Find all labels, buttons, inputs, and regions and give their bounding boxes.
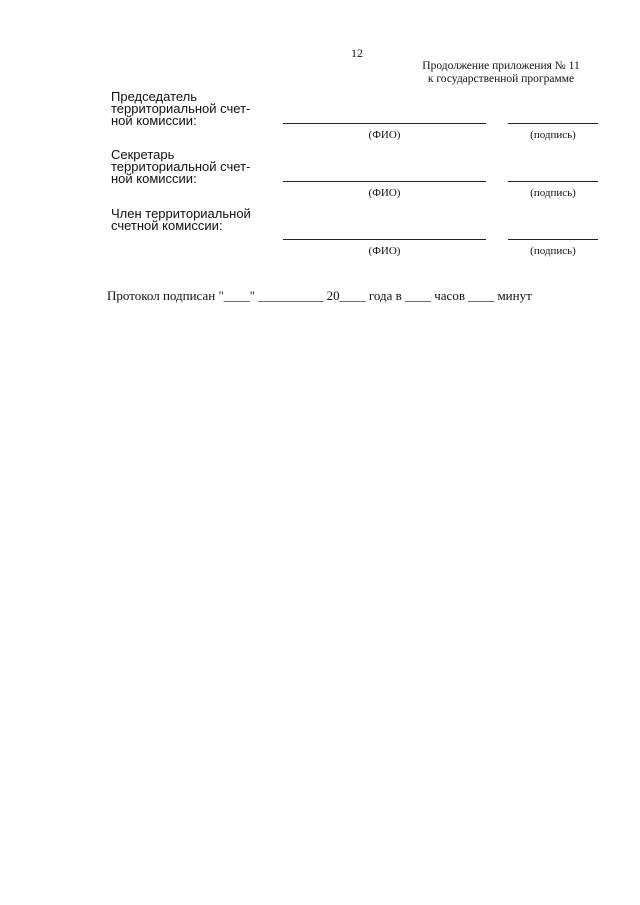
signature-block-chairman (111, 91, 611, 151)
role-label (111, 91, 271, 127)
role-label (111, 208, 271, 232)
role-label-line: территориальной счет- (111, 159, 251, 174)
appendix-note-line-2: к государственной программе (427, 73, 575, 85)
signature-line[interactable] (508, 239, 598, 240)
appendix-note-line-1: Продолжение приложения № 11 (422, 60, 580, 72)
signature-caption: (подпись) (530, 187, 576, 199)
role-label-line: Член территориальной (111, 206, 251, 221)
role-label-line: ной комиссии: (111, 171, 197, 186)
signature-line[interactable] (508, 123, 598, 124)
fio-caption: (ФИО) (368, 187, 401, 199)
signature-block-secretary (111, 149, 611, 209)
role-label-line: Председатель (111, 89, 198, 104)
signature-caption: (подпись) (530, 129, 576, 141)
appendix-note (396, 60, 606, 86)
fio-line[interactable] (283, 123, 486, 124)
signature-caption: (подпись) (530, 245, 576, 257)
role-label-line: ной комиссии: (111, 113, 197, 128)
fio-line[interactable] (283, 181, 486, 182)
page-number: 12 (351, 46, 363, 60)
role-label-line: Секретарь (111, 147, 175, 162)
signature-line[interactable] (508, 181, 598, 182)
protocol-signed-line: Протокол подписан "____" __________ 20____ года в ____ часов ____ минут (107, 288, 532, 303)
signature-block-member (111, 208, 611, 268)
role-label-line: территориальной счет- (111, 101, 251, 116)
fio-caption: (ФИО) (368, 245, 401, 257)
fio-line[interactable] (283, 239, 486, 240)
fio-caption: (ФИО) (368, 129, 401, 141)
role-label-line: счетной комиссии: (111, 218, 223, 233)
role-label (111, 149, 271, 185)
